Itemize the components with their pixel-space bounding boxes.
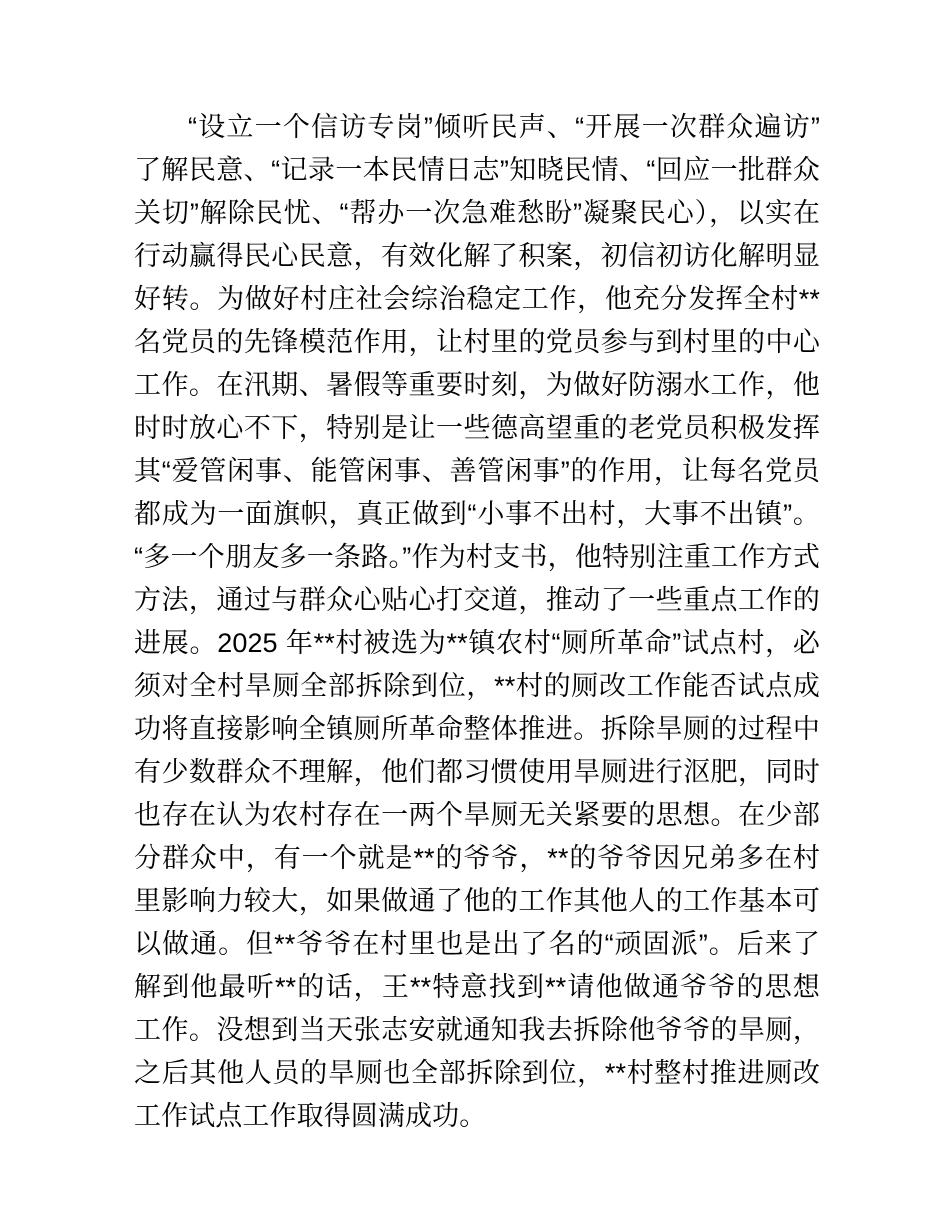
- document-body: [134, 106, 820, 1138]
- body-paragraph: “设立一个信访专岗”倾听民声、“开展一次群众遍访”了解民意、“记录一本民情日志”知晓民情、“回应一批群众关切”解除民忧、“帮办一次急难愁盼”凝聚民心），以实在行动赢得民心民意，有效化解了积案，初信初访化解明显好转。为做好村庄社会综治稳定工作，他充分发挥全村**名党员的先锋模范作用，让村里的党员参与到村里的中心工作。在汛期、暑假等重要时刻，为做好防溺水工作，他时时放心不下，特别是让一些德高望重的老党员积极发挥其“爱管闲事、能管闲事、善管闲事”的作用，让每名党员都成为一面旗帜，真正做到“小事不出村，大事不出镇”。“多一个朋友多一条路。”作为村支书，他特别注重工作方式方法，通过与群众心贴心打交道，推动了一些重点工作的进展。2025 年**村被选为**镇农村“厕所革命”试点村，必须对全村旱厕全部拆除到位，**村的厕改工作能否试点成功将直接影响全镇厕所革命整体推进。拆除旱厕的过程中有少数群众不理解，他们都习惯使用旱厕进行沤肥，同时也存在认为农村存在一两个旱厕无关紧要的思想。在少部分群众中，有一个就是**的爷爷，**的爷爷因兄弟多在村里影响力较大，如果做通了他的工作其他人的工作基本可以做通。但**爷爷在村里也是出了名的“顽固派”。后来了解到他最听**的话，王**特意找到**请他做通爷爷的思想工作。没想到当天张志安就通知我去拆除他爷爷的旱厕，之后其他人员的旱厕也全部拆除到位，**村整村推进厕改工作试点工作取得圆满成功。: [134, 112, 820, 1131]
